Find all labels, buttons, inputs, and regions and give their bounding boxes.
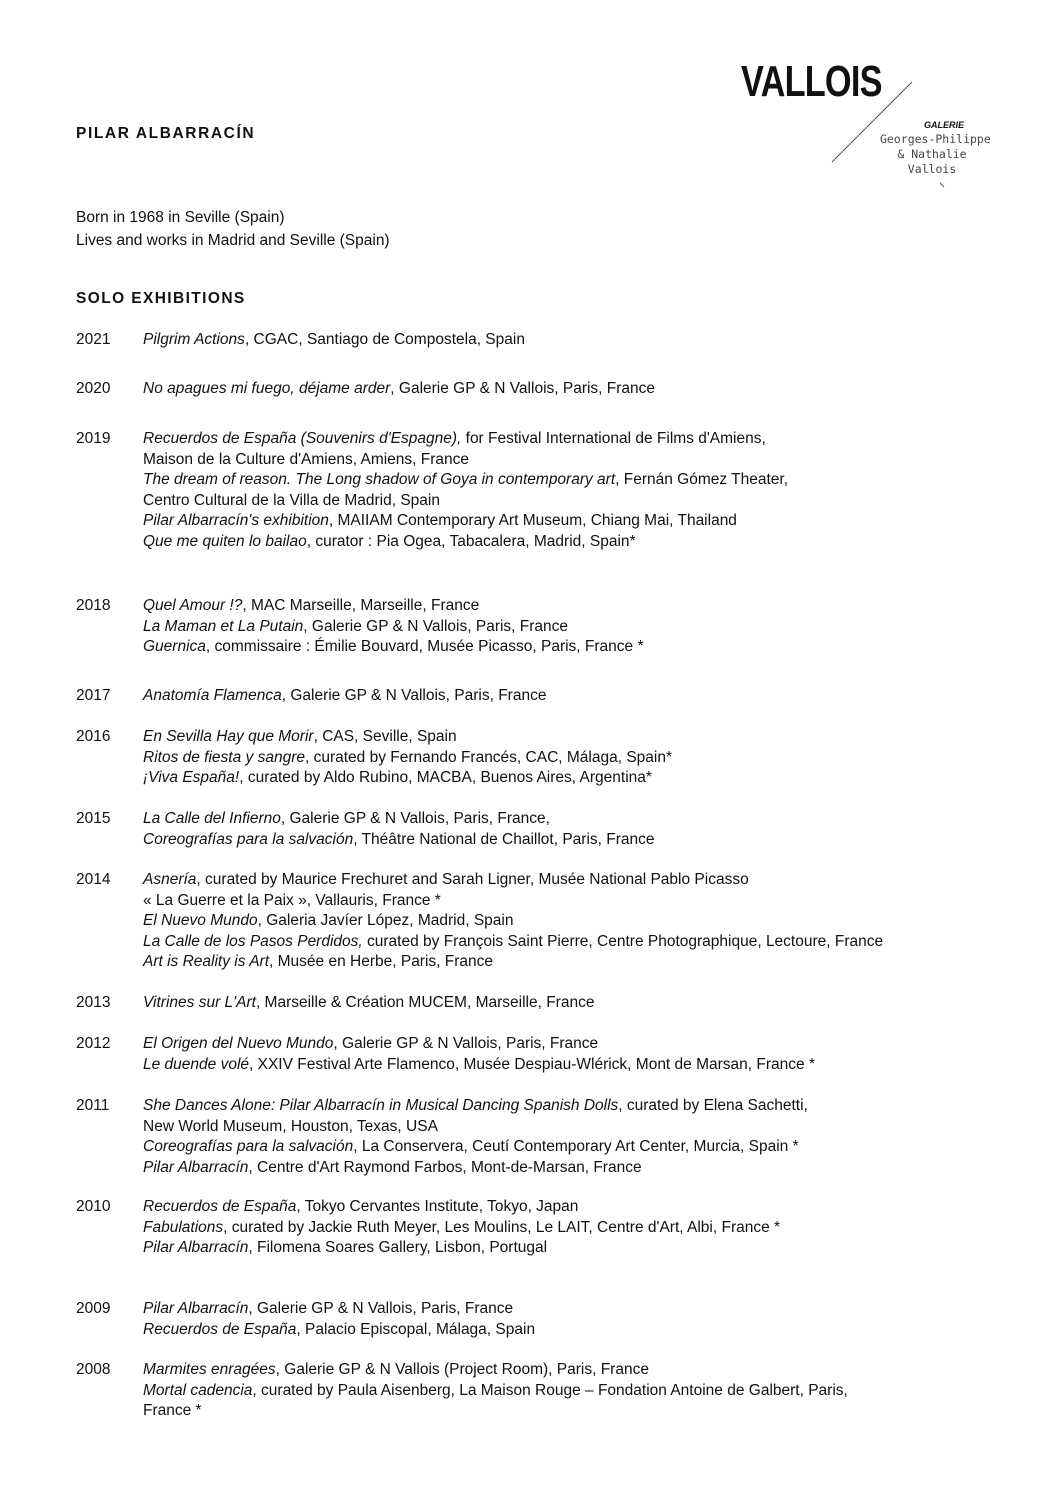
gallery-name-line: & Nathalie <box>897 147 967 161</box>
exhibition-line <box>143 686 546 707</box>
exhibition-line <box>143 911 883 932</box>
exhibition-title: Mortal cadencia <box>143 1381 253 1399</box>
exhibition-details: , curated by Paula Aisenberg, La Maison Rouge – Fondation Antoine de Galbert, Paris, <box>252 1381 848 1399</box>
exhibition-title: Marmites enragées <box>143 1361 276 1378</box>
exhibition-line <box>143 932 883 953</box>
exhibition-title: Anatomía Flamenca <box>143 687 282 704</box>
exhibition-details: , Galerie GP & N Vallois (Project Room), Paris, France <box>275 1361 649 1378</box>
exhibition-title: ¡Viva España! <box>143 769 240 786</box>
exhibition-year: 2008 <box>76 1361 111 1378</box>
exhibition-details: , Galerie GP & N Vallois, Paris, France, <box>280 810 550 827</box>
exhibition-line <box>143 1381 848 1402</box>
exhibition-entries <box>143 429 788 552</box>
exhibition-details: , Galerie GP & N Vallois, Paris, France <box>333 1035 599 1052</box>
exhibition-year: 2012 <box>76 1035 111 1052</box>
exhibition-details: , curated by Elena Sachetti, <box>618 1097 808 1114</box>
exhibition-year: 2016 <box>76 728 111 745</box>
exhibition-entries <box>143 1360 848 1422</box>
exhibition-line <box>143 891 883 912</box>
exhibition-details: , curated by Aldo Rubino, MACBA, Buenos Aires, Argentina* <box>239 769 652 786</box>
bio-line-birth: Born in 1968 in Seville (Spain) <box>76 209 285 226</box>
exhibition-title: Pilar Albarracín <box>143 1300 249 1317</box>
exhibition-entries <box>143 870 883 973</box>
exhibition-details: , Galerie GP & N Vallois, Paris, France <box>248 1300 514 1317</box>
exhibition-title: Pilar Albarracín's exhibition <box>143 512 329 529</box>
exhibition-details: , curated by Maurice Frechuret and Sarah Ligner, Musée National Pablo Picasso <box>196 871 749 888</box>
exhibition-title: Le duende volé <box>143 1055 250 1073</box>
exhibition-title: El Origen del Nuevo Mundo <box>143 1035 334 1052</box>
exhibition-title: Recuerdos de España <box>143 1198 297 1215</box>
exhibition-title: El Nuevo Mundo <box>143 912 258 929</box>
exhibition-title: Pilar Albarracín <box>143 1239 249 1256</box>
exhibition-line <box>143 1360 848 1381</box>
exhibition-title: En Sevilla Hay que Morir <box>143 728 314 745</box>
exhibition-entries <box>143 1197 780 1259</box>
exhibition-title: Quel Amour !? <box>143 597 243 614</box>
exhibition-line <box>143 617 644 638</box>
exhibition-title: Coreografías para la salvación <box>143 1138 354 1155</box>
exhibition-year: 2015 <box>76 810 111 827</box>
artist-name: PILAR ALBARRACÍN <box>76 125 256 142</box>
exhibition-details: curated by François Saint Pierre, Centre Photographique, Lectoure, France <box>362 932 884 950</box>
exhibition-line <box>143 830 655 851</box>
exhibition-line <box>143 993 594 1014</box>
exhibition-line <box>143 870 883 891</box>
exhibition-title: Fabulations <box>143 1218 224 1236</box>
exhibition-year: 2013 <box>76 994 111 1011</box>
exhibition-year: 2020 <box>76 380 111 397</box>
exhibition-line <box>143 1137 808 1158</box>
exhibition-entries <box>143 809 655 850</box>
exhibition-year: 2017 <box>76 687 111 704</box>
exhibition-entries <box>143 596 644 658</box>
exhibition-line <box>143 952 883 973</box>
galerie-label: GALERIE <box>924 120 965 130</box>
exhibition-details: Centro Cultural de la Villa de Madrid, Spain <box>143 491 440 509</box>
exhibition-title: La Calle de los Pasos Perdidos, <box>143 932 363 950</box>
exhibition-line <box>143 511 788 532</box>
exhibition-details: , commissaire : Émilie Bouvard, Musée Picasso, Paris, France * <box>205 638 644 655</box>
exhibition-title: Pilar Albarracín <box>143 1158 249 1176</box>
exhibition-line <box>143 1117 808 1138</box>
exhibition-details: , Musée en Herbe, Paris, France <box>269 953 494 970</box>
exhibition-line <box>143 1158 808 1179</box>
gallery-logo: VALLOIS <box>741 57 882 106</box>
exhibition-title: No apagues mi fuego, déjame arder <box>143 380 391 397</box>
exhibition-details: , Filomena Soares Gallery, Lisbon, Portugal <box>248 1239 548 1256</box>
exhibition-title: The dream of reason. The Long shadow of Goya in contemporary art <box>143 471 616 488</box>
exhibition-details: , Galeria Javíer López, Madrid, Spain <box>257 912 514 929</box>
exhibition-line <box>143 429 788 450</box>
exhibition-year: 2009 <box>76 1300 111 1317</box>
exhibition-line <box>143 1238 780 1259</box>
exhibition-entries <box>143 727 672 789</box>
exhibition-line <box>143 450 788 471</box>
exhibition-details: France * <box>143 1402 202 1419</box>
exhibition-line <box>143 809 655 830</box>
exhibition-line <box>143 330 525 351</box>
exhibition-entries <box>143 330 525 351</box>
exhibition-details: , MAIIAM Contemporary Art Museum, Chiang Mai, Thailand <box>328 512 737 529</box>
exhibition-details: , Galerie GP & N Vallois, Paris, France <box>303 617 569 635</box>
exhibition-line <box>143 491 788 512</box>
exhibition-title: Recuerdos de España <box>143 1320 297 1338</box>
exhibition-title: La Calle del Infierno <box>143 810 281 827</box>
exhibition-details: , MAC Marseille, Marseille, France <box>242 597 480 614</box>
exhibition-line <box>143 1320 535 1341</box>
exhibition-details: , Palacio Episcopal, Málaga, Spain <box>296 1320 536 1338</box>
exhibition-details: « La Guerre et la Paix », Vallauris, France * <box>143 891 441 909</box>
exhibition-details: , CGAC, Santiago de Compostela, Spain <box>244 331 525 348</box>
exhibition-title: Pilgrim Actions <box>143 331 245 348</box>
exhibition-title: Que me quiten lo bailao <box>143 532 307 550</box>
exhibition-details: , Tokyo Cervantes Institute, Tokyo, Japan <box>296 1198 579 1215</box>
exhibition-title: Asnería <box>143 871 197 888</box>
exhibition-line <box>143 532 788 553</box>
exhibition-line <box>143 1401 848 1422</box>
exhibition-title: Guernica <box>143 638 206 655</box>
section-title: SOLO EXHIBITIONS <box>76 290 246 307</box>
exhibition-year: 2010 <box>76 1198 111 1215</box>
exhibition-entries <box>143 686 546 707</box>
exhibition-entries <box>143 379 655 400</box>
exhibition-title: She Dances Alone: Pilar Albarracín in Musical Dancing Spanish Dolls <box>143 1097 619 1114</box>
exhibition-details: , XXIV Festival Arte Flamenco, Musée Despiau-Wlérick, Mont de Marsan, France * <box>249 1055 815 1073</box>
exhibition-title: Ritos de fiesta y sangre <box>143 748 305 766</box>
exhibition-details: , Fernán Gómez Theater, <box>615 471 789 488</box>
exhibition-details: , Galerie GP & N Vallois, Paris, France <box>390 380 656 397</box>
exhibition-details: for Festival International de Films d'Amiens, <box>461 430 766 447</box>
exhibition-details: , curator : Pia Ogea, Tabacalera, Madrid, Spain* <box>306 532 636 550</box>
exhibition-details: , curated by Jackie Ruth Meyer, Les Moulins, Le LAIT, Centre d'Art, Albi, France * <box>223 1218 781 1236</box>
exhibition-details: , Marseille & Création MUCEM, Marseille, France <box>255 994 595 1011</box>
exhibition-line <box>143 1197 780 1218</box>
exhibition-line <box>143 1299 535 1320</box>
exhibition-line <box>143 379 655 400</box>
exhibition-title: Recuerdos de España (Souvenirs d'Espagne), <box>143 430 462 447</box>
exhibition-details: , Théâtre National de Chaillot, Paris, France <box>353 830 655 848</box>
exhibition-details: , CAS, Seville, Spain <box>313 728 457 745</box>
exhibition-line <box>143 1055 815 1076</box>
exhibition-entries <box>143 1299 535 1340</box>
exhibition-line <box>143 748 672 769</box>
gallery-owner-names <box>880 132 991 177</box>
bio-line-residence: Lives and works in Madrid and Seville (Spain) <box>76 232 390 249</box>
exhibition-line <box>143 768 672 789</box>
exhibition-details: New World Museum, Houston, Texas, USA <box>143 1117 438 1135</box>
exhibition-title: Vitrines sur L'Art <box>143 994 256 1011</box>
exhibition-title: Coreografías para la salvación <box>143 830 354 848</box>
exhibition-entries <box>143 1096 808 1178</box>
exhibition-year: 2019 <box>76 430 111 447</box>
exhibition-details: Maison de la Culture d'Amiens, Amiens, France <box>143 450 470 468</box>
exhibition-line <box>143 637 644 658</box>
exhibition-title: La Maman et La Putain <box>143 617 304 635</box>
exhibition-line <box>143 470 788 491</box>
exhibition-year: 2014 <box>76 871 111 888</box>
exhibition-entries <box>143 1034 815 1075</box>
exhibition-title: Art is Reality is Art <box>143 953 270 970</box>
exhibition-line <box>143 1096 808 1117</box>
exhibition-details: , Centre d'Art Raymond Farbos, Mont-de-Marsan, France <box>248 1158 642 1176</box>
exhibition-line <box>143 727 672 748</box>
exhibition-line <box>143 1034 815 1055</box>
exhibition-details: , Galerie GP & N Vallois, Paris, France <box>281 687 547 704</box>
exhibition-year: 2018 <box>76 597 111 614</box>
exhibition-line <box>143 1218 780 1239</box>
exhibition-entries <box>143 993 594 1014</box>
exhibition-year: 2021 <box>76 331 111 348</box>
gallery-name-line: Georges-Philippe <box>880 132 991 146</box>
artist-bio <box>76 206 390 252</box>
exhibition-details: , La Conservera, Ceutí Contemporary Art Center, Murcia, Spain * <box>353 1138 799 1155</box>
exhibition-year: 2011 <box>76 1097 110 1114</box>
exhibition-details: , curated by Fernando Francés, CAC, Málaga, Spain* <box>304 748 673 766</box>
gallery-name-line: Vallois <box>907 162 957 176</box>
exhibition-line <box>143 596 644 617</box>
